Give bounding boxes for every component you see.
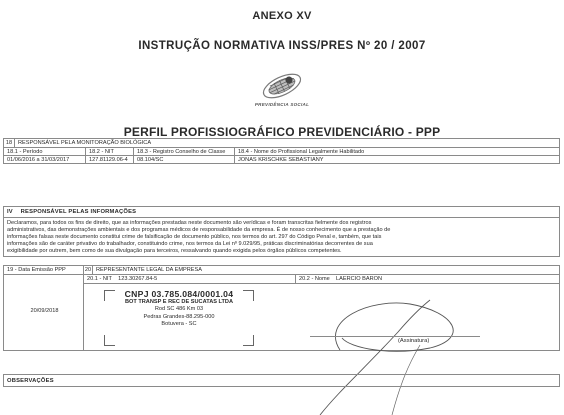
declaration-line: Declaramos, para todos os fins de direito, que as informações prestadas neste documento são verídicas e foram transcritas fielmente dos registros	[7, 220, 372, 226]
section-18-title: RESPONSÁVEL PELA MONITORAÇÃO BIOLÓGICA	[14, 138, 560, 148]
registro-label: 18.3 - Registro Conselho de Classe	[133, 147, 235, 156]
stamp-company: BOT TRANSP E REC DE SUCATAS LTDA	[124, 298, 234, 305]
signature-label: (Assinatura)	[398, 338, 430, 344]
period-label: 18.1 - Período	[3, 147, 86, 156]
rep-name-label: 20.2 - Nome	[299, 276, 330, 282]
profissional-label: 18.4 - Nome do Profissional Legalmente Habilitado	[234, 147, 560, 156]
logo-caption: PREVIDÊNCIA SOCIAL	[254, 102, 310, 107]
stamp-cnpj: CNPJ 03.785.084/0001.04	[124, 289, 234, 299]
stamp-address: Rod SC 486 Km 03	[154, 306, 204, 313]
declaration-box	[3, 217, 560, 257]
stamp-city: Pedras Grandes-88.295-000	[143, 313, 215, 320]
normative-instruction-title: INSTRUÇÃO NORMATIVA INSS/PRES Nº 20 / 2007	[138, 40, 426, 52]
period-value: 01/06/2016 a 31/03/2017	[3, 155, 86, 164]
rep-nit-label: 20.1 - NIT	[87, 276, 112, 282]
section-20-title: REPRESENTANTE LEGAL DA EMPRESA	[92, 265, 560, 275]
emission-date-label: 19 - Data Emissão PPP	[3, 265, 84, 275]
nit-label: 18.2 - NIT	[85, 147, 134, 156]
stamp-district: Botuvera - SC	[161, 321, 197, 328]
ppp-title: PERFIL PROFISSIOGRÁFICO PREVIDENCIÁRIO - PPP	[123, 125, 441, 139]
date-cell	[3, 274, 84, 351]
section-iv-number: IV	[7, 209, 13, 215]
section-20-number: 20	[84, 267, 92, 273]
rep-nit-value: 123.30267.84-5	[118, 276, 158, 282]
emission-date: 20/09/2018	[30, 308, 59, 314]
rep-name-value: LAERCIO BARON	[336, 276, 383, 282]
declaration-line: informações falsas neste documento constitui crime de falsificação de documento público, nos termos do art. 297 do Código Penal e, também, que tais	[7, 234, 382, 240]
section-18-number: 18	[3, 138, 15, 148]
profissional-value: JONAS KRISCHKE SEBASTIANY	[234, 155, 560, 164]
nit-value: 127.81129.06-4	[85, 155, 134, 164]
observacoes-title: OBSERVAÇÕES	[7, 378, 54, 384]
company-stamp	[104, 290, 254, 346]
signature-line	[310, 336, 480, 337]
signature-drawing	[280, 290, 480, 415]
declaration-line: administrativos, das demonstrações ambientais e dos programas médicos de responsabilidade da empresa. É de nosso conhecimento que a prestação de	[7, 227, 391, 233]
registro-value: 08.104/SC	[133, 155, 235, 164]
annex-title: ANEXO XV	[252, 10, 312, 22]
declaration-line: informações são de caráter privativo do trabalhador, constituindo crime, nos termos da Lei nº 9.029/95, práticas discriminatórias decorrentes de sua	[7, 241, 373, 247]
observacoes-header	[3, 374, 560, 387]
previdencia-logo-icon	[256, 70, 308, 102]
section-iv-title: RESPONSÁVEL PELAS INFORMAÇÕES	[20, 209, 137, 215]
declaration-line: exigibilidade por outrem, bem como de sua divulgação para terceiros, ressalvando quando exigida pelos órgãos públicos competentes.	[7, 248, 342, 254]
